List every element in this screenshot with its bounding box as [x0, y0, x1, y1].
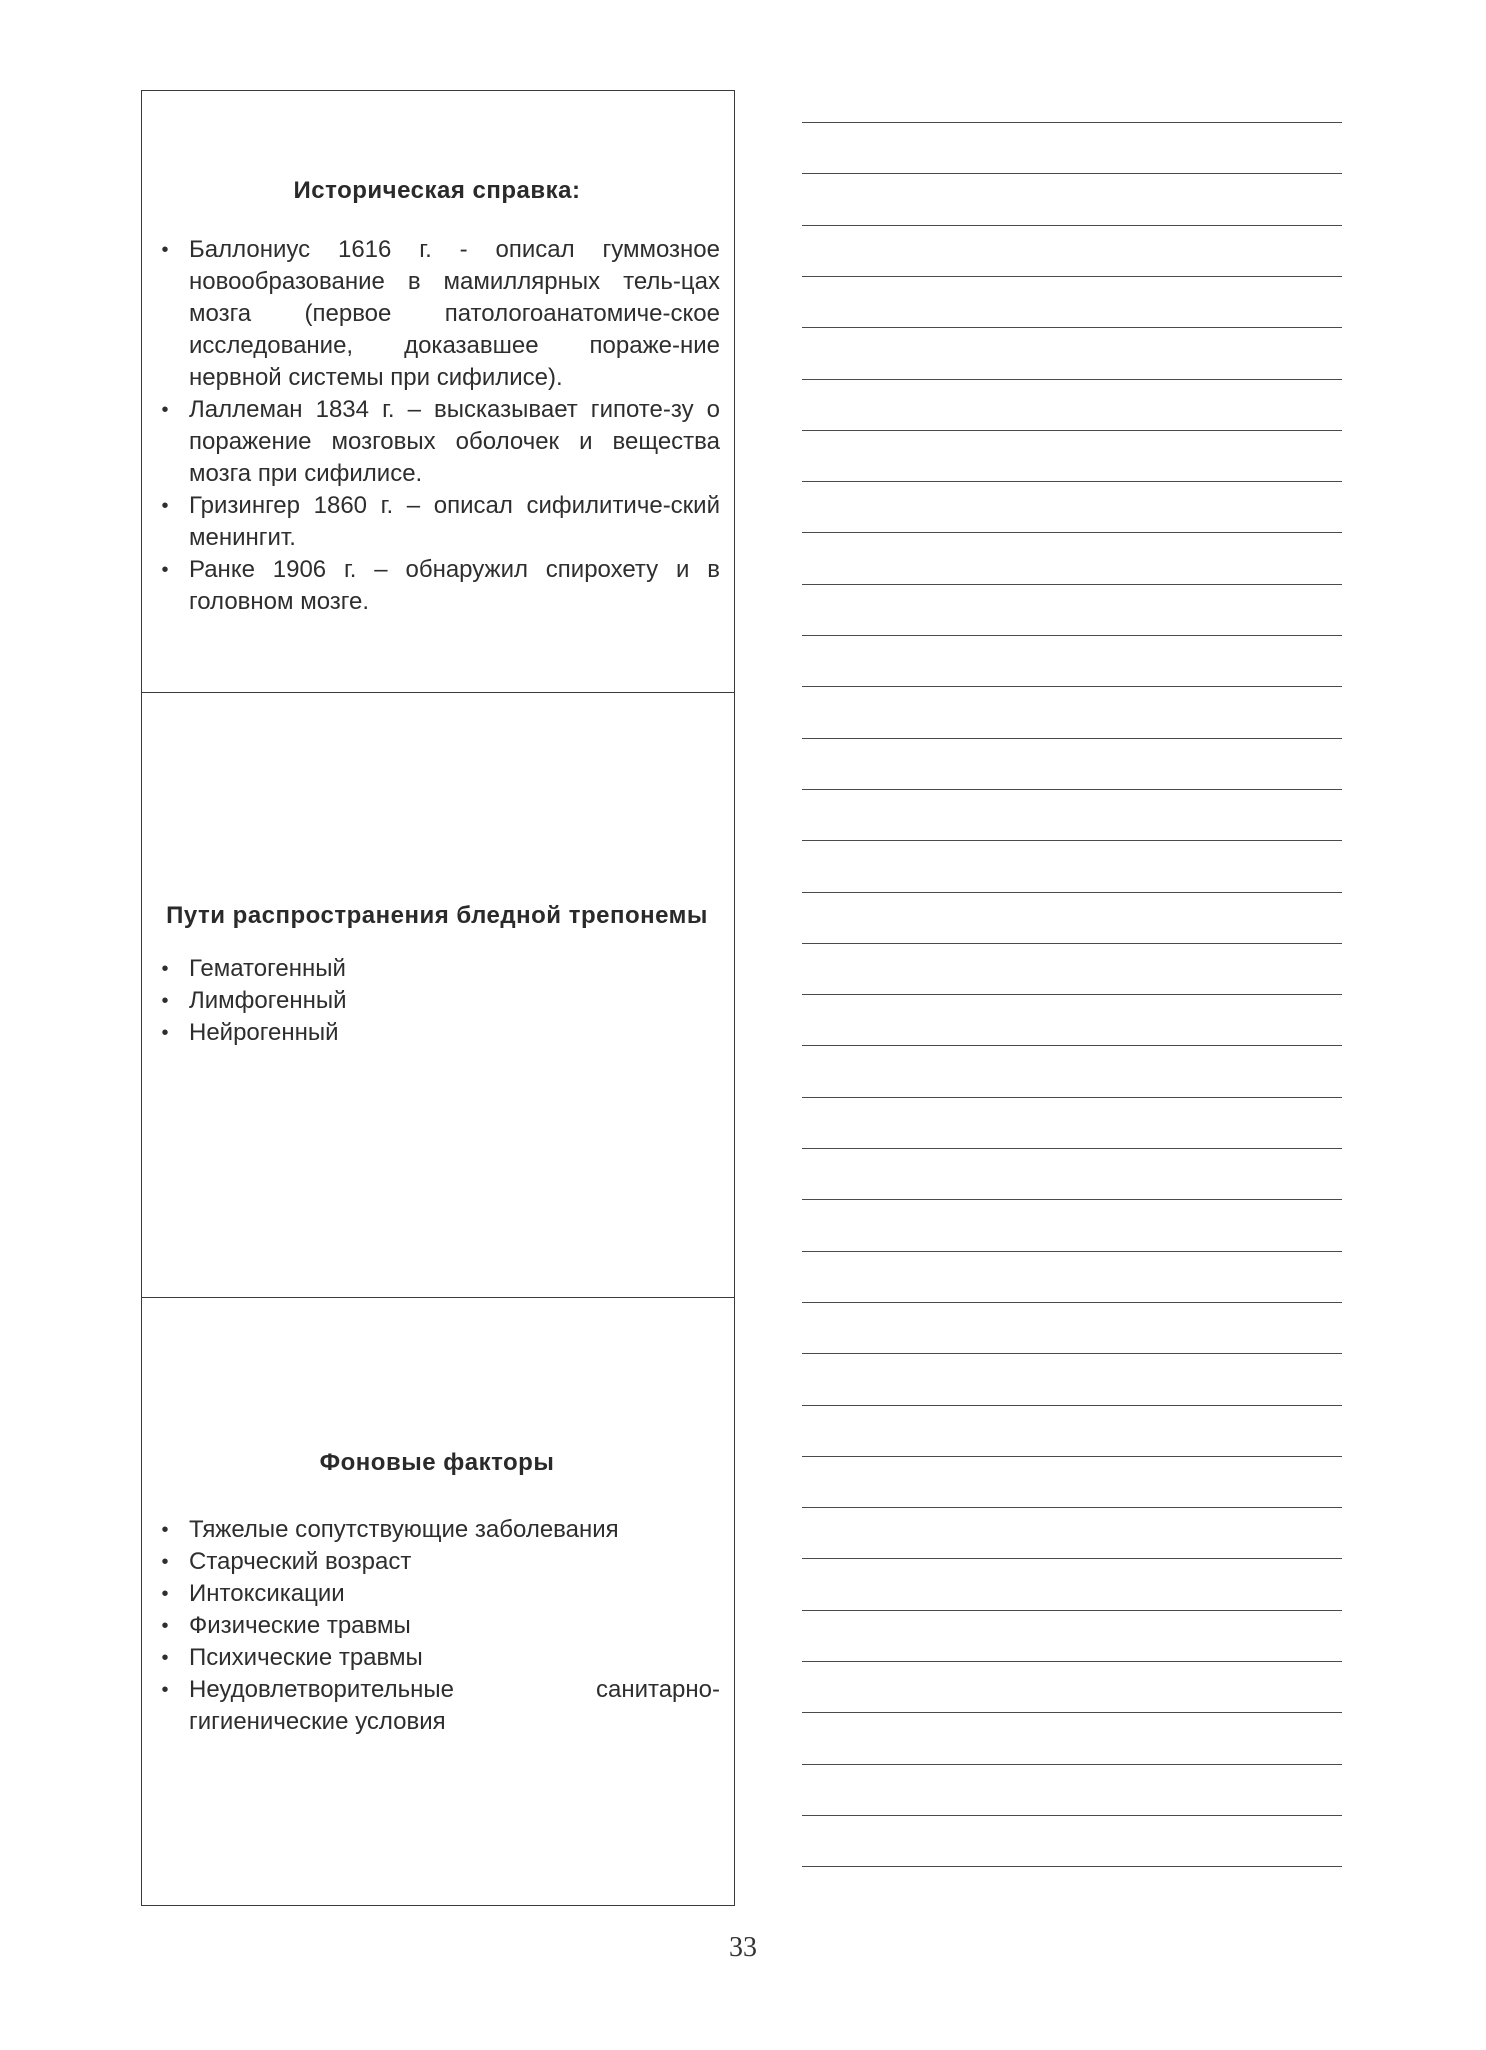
bullet-icon: •: [161, 990, 169, 1012]
section-background-factors: [142, 1297, 734, 1905]
ruled-line: [802, 276, 1342, 277]
list-item: • Ранке 1906 г. – обнаружил спирохету и в головном мозге.: [154, 554, 720, 618]
ruled-line: [802, 430, 1342, 431]
section-title: Историческая справка:: [293, 177, 581, 204]
ruled-line: [802, 892, 1342, 893]
ruled-line: [802, 327, 1342, 328]
ruled-line: [802, 225, 1342, 226]
bullet-icon: •: [161, 1647, 169, 1669]
ruled-line: [802, 481, 1342, 482]
section-title: Пути распространения бледной трепонемы: [166, 902, 708, 929]
ruled-line: [802, 1456, 1342, 1457]
ruled-line: [802, 994, 1342, 995]
list-item: • Гризингер 1860 г. – описал сифилитиче-ский менингит.: [154, 490, 720, 554]
bullet-icon: •: [161, 1022, 169, 1044]
section-title: Фоновые факторы: [319, 1449, 555, 1476]
list-item: • Нейрогенный: [154, 1017, 720, 1049]
ruled-line: [802, 173, 1342, 174]
bullet-icon: •: [161, 1519, 169, 1541]
ruled-line: [802, 1507, 1342, 1508]
bullet-icon: •: [161, 1615, 169, 1637]
page-number: 33: [729, 1932, 757, 1963]
ruled-line: [802, 1097, 1342, 1098]
ruled-line: [802, 943, 1342, 944]
ruled-line: [802, 1815, 1342, 1816]
ruled-line: [802, 738, 1342, 739]
ruled-line: [802, 1251, 1342, 1252]
ruled-line: [802, 1199, 1342, 1200]
list-item: • Старческий возраст: [154, 1546, 720, 1578]
ruled-notes-area: [802, 0, 1342, 1900]
list-item: • Баллониус 1616 г. - описал гуммозное новообразование в мамиллярных тель-цах мозга (первое патологоанатомиче-ское исследование, доказавшее пораже-ние нервной системы при сифилисе).: [154, 234, 720, 394]
ruled-line: [802, 1405, 1342, 1406]
list-item: • Тяжелые сопутствующие заболевания: [154, 1514, 720, 1546]
bullet-list: [154, 953, 720, 1049]
section-historical: [142, 91, 734, 692]
list-item: • Лимфогенный: [154, 985, 720, 1017]
ruled-line: [802, 1353, 1342, 1354]
section-spread-paths: [142, 692, 734, 1297]
bullet-icon: •: [161, 1679, 169, 1701]
ruled-line: [802, 532, 1342, 533]
bullet-list: [154, 234, 720, 618]
list-item: • Психические травмы: [154, 1642, 720, 1674]
ruled-line: [802, 1045, 1342, 1046]
list-item: • Физические травмы: [154, 1610, 720, 1642]
ruled-line: [802, 1712, 1342, 1713]
bullet-icon: •: [161, 399, 169, 421]
ruled-line: [802, 1764, 1342, 1765]
ruled-line: [802, 584, 1342, 585]
bullet-list: [154, 1514, 720, 1738]
list-item: • Неудовлетворительные санитарно-гигиенические условия: [154, 1674, 720, 1738]
bullet-icon: •: [161, 1551, 169, 1573]
bullet-icon: •: [161, 495, 169, 517]
ruled-line: [802, 1302, 1342, 1303]
ruled-line: [802, 1148, 1342, 1149]
ruled-line: [802, 1661, 1342, 1662]
ruled-line: [802, 1558, 1342, 1559]
bullet-icon: •: [161, 239, 169, 261]
bullet-icon: •: [161, 559, 169, 581]
list-item: • Гематогенный: [154, 953, 720, 985]
ruled-line: [802, 635, 1342, 636]
ruled-line: [802, 122, 1342, 123]
ruled-line: [802, 379, 1342, 380]
ruled-line: [802, 840, 1342, 841]
ruled-line: [802, 1610, 1342, 1611]
list-item: • Лаллеман 1834 г. – высказывает гипоте-зу о поражение мозговых оболочек и вещества мозга при сифилисе.: [154, 394, 720, 490]
list-item: • Интоксикации: [154, 1578, 720, 1610]
bullet-icon: •: [161, 1583, 169, 1605]
ruled-line: [802, 1866, 1342, 1867]
info-table: [141, 90, 735, 1906]
bullet-icon: •: [161, 958, 169, 980]
ruled-line: [802, 789, 1342, 790]
ruled-line: [802, 686, 1342, 687]
